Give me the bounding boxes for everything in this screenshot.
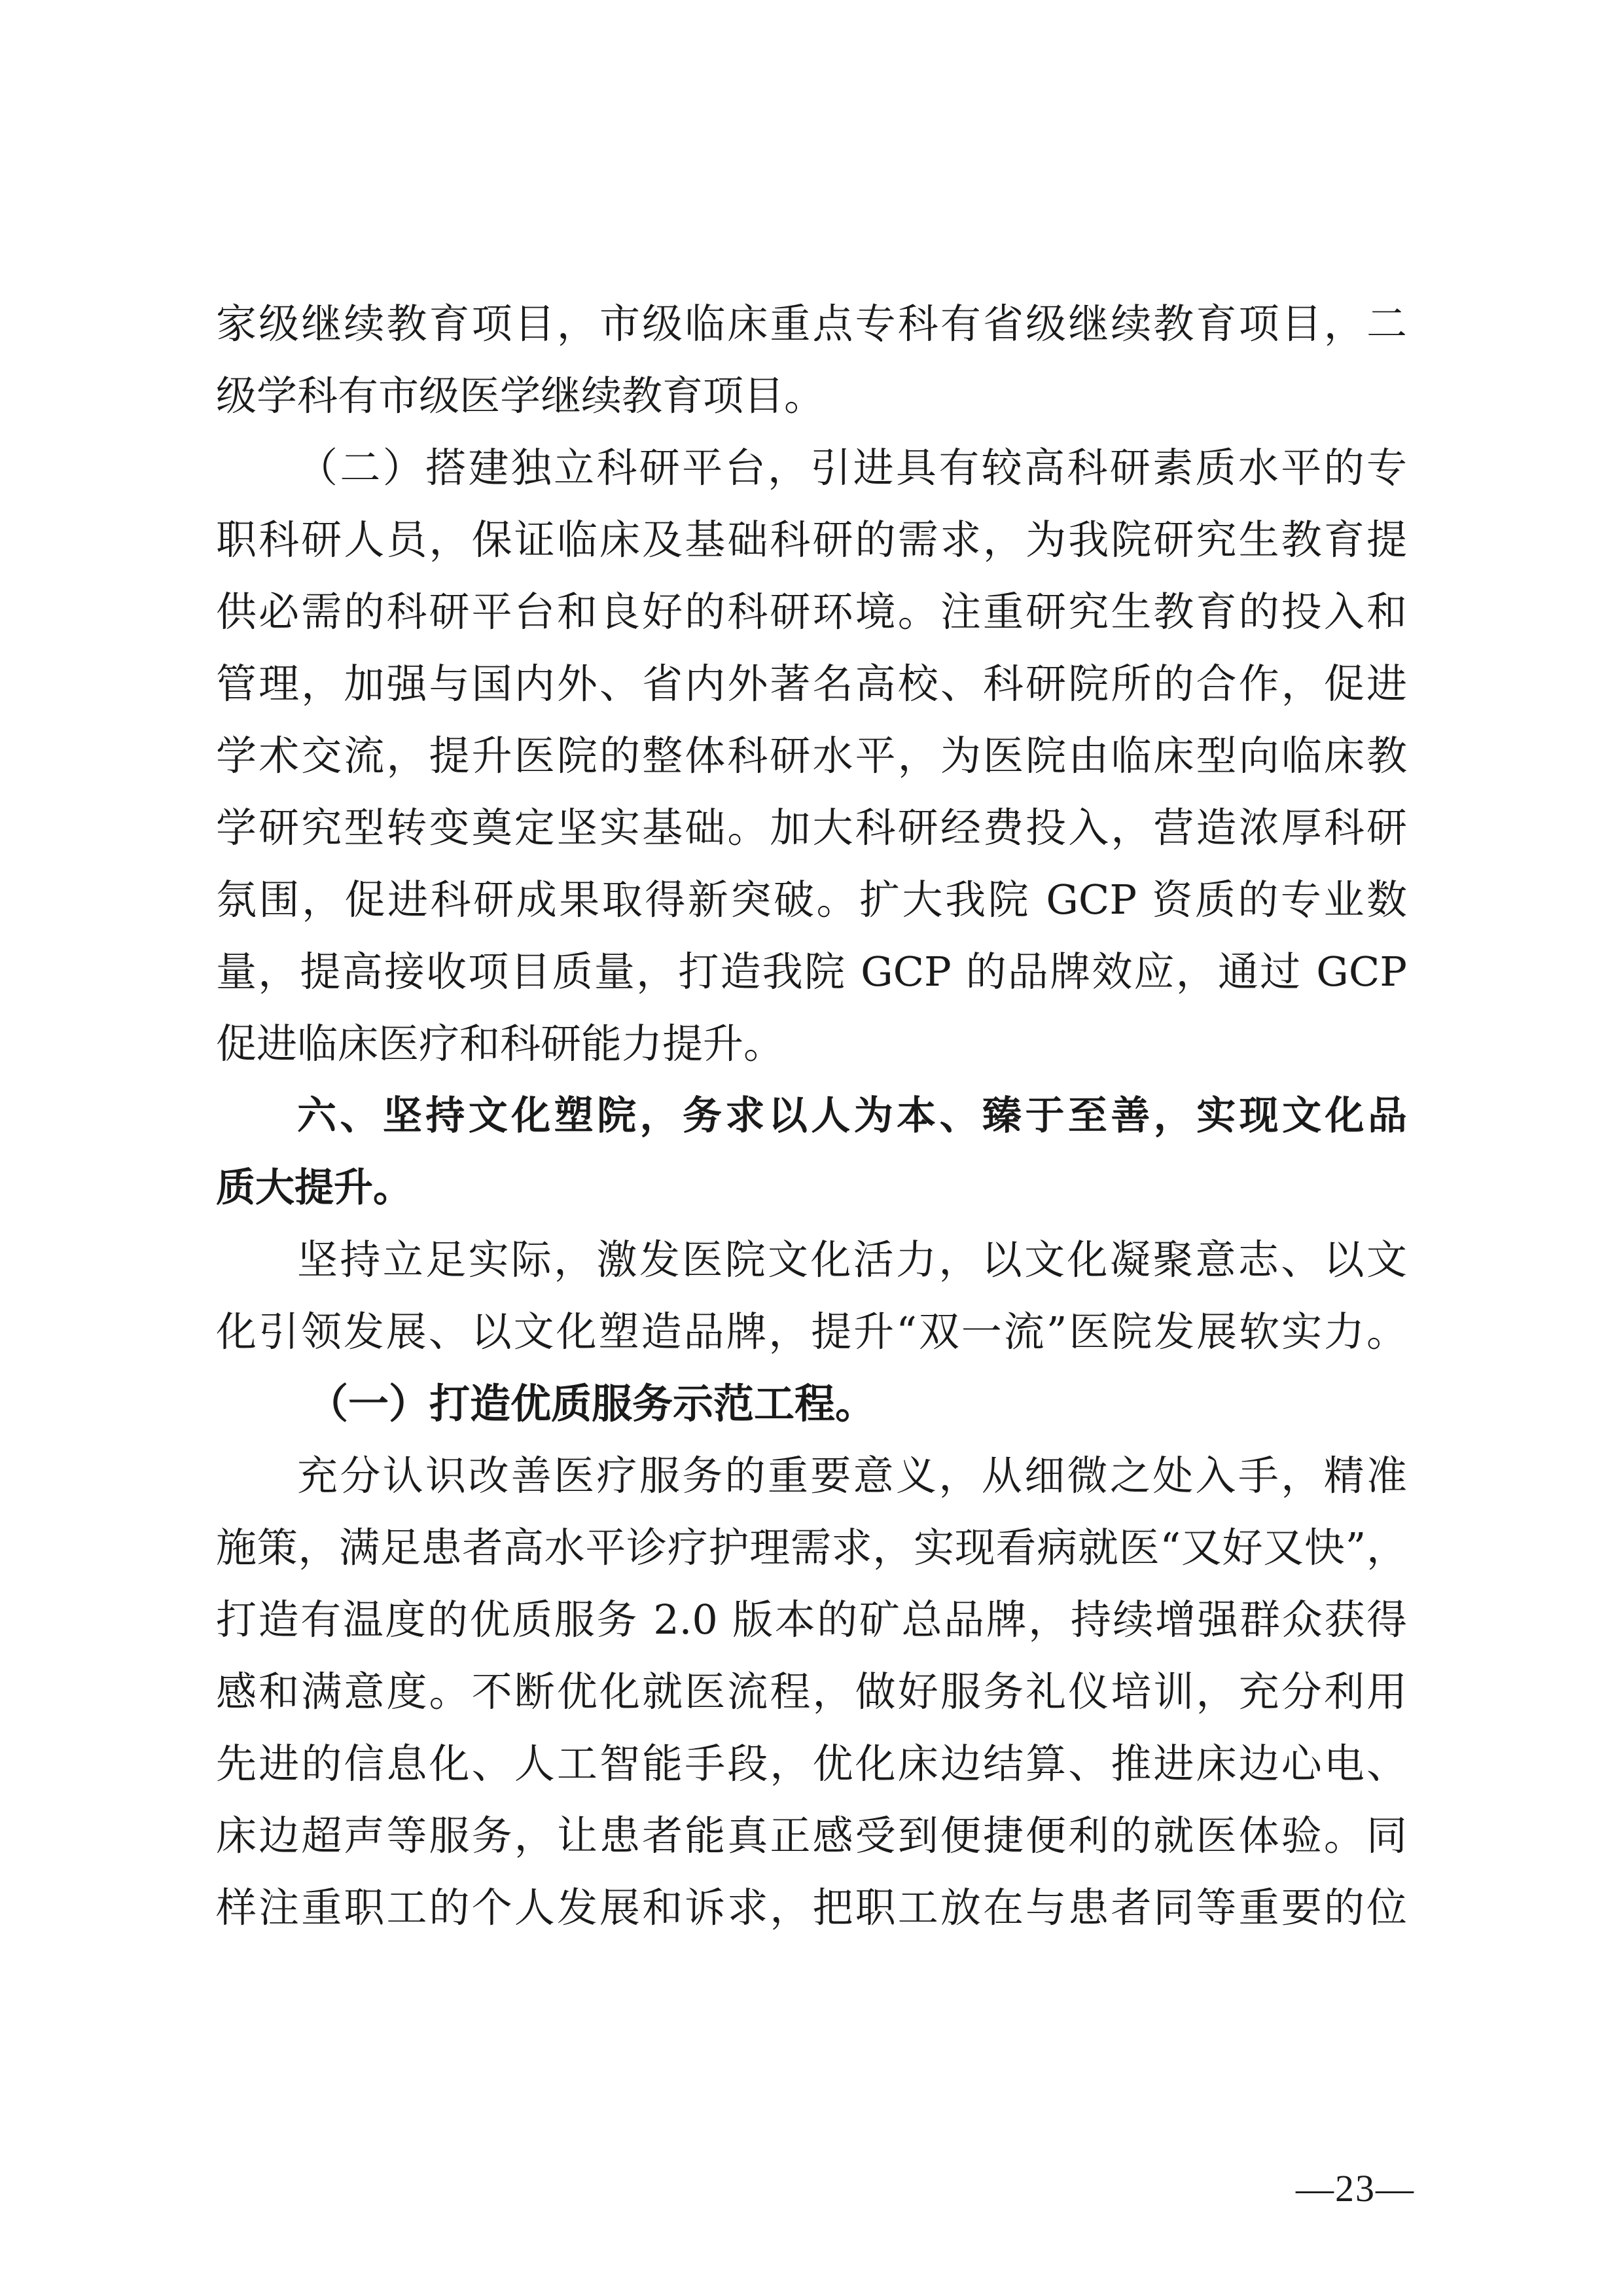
paragraph-line: 感和满意度。不断优化就医流程，做好服务礼仪培训，充分利用 (216, 1668, 1407, 1715)
paragraph-line: 学研究型转变奠定坚实基础。加大科研经费投入，营造浓厚科研 (216, 804, 1407, 852)
paragraph-line: （二）搭建独立科研平台，引进具有较高科研素质水平的专 (297, 444, 1407, 492)
paragraph-line: 充分认识改善医疗服务的重要意义，从细微之处入手，精准 (297, 1452, 1407, 1499)
paragraph-line: 施策，满足患者高水平诊疗护理需求，实现看病就医“又好又快”， (216, 1524, 1407, 1571)
document-body (216, 288, 1407, 1944)
paragraph-line: 供必需的科研平台和良好的科研环境。注重研究生教育的投入和 (216, 588, 1407, 636)
paragraph-line: 先进的信息化、人工智能手段，优化床边结算、推进床边心电、 (216, 1740, 1407, 1787)
paragraph-line: 打造有温度的优质服务 2.0 版本的矿总品牌，持续增强群众获得 (216, 1596, 1407, 1643)
paragraph-line: 量，提高接收项目质量，打造我院 GCP 的品牌效应，通过 GCP (216, 948, 1407, 996)
paragraph-line: 家级继续教育项目，市级临床重点专科有省级继续教育项目，二 (216, 300, 1407, 348)
paragraph-line: 样注重职工的个人发展和诉求，把职工放在与患者同等重要的位 (216, 1884, 1407, 1931)
paragraph-line: 管理，加强与国内外、省内外著名高校、科研院所的合作，促进 (216, 660, 1407, 708)
paragraph-line: 促进临床医疗和科研能力提升。 (216, 1020, 785, 1067)
section-heading-line: 质大提升。 (216, 1165, 412, 1211)
paragraph-line: 学术交流，提升医院的整体科研水平，为医院由临床型向临床教 (216, 732, 1407, 780)
paragraph-line: 职科研人员，保证临床及基础科研的需求，为我院研究生教育提 (216, 516, 1407, 564)
paragraph-line: 级学科有市级医学继续教育项目。 (216, 372, 825, 420)
paragraph-line: 床边超声等服务，让患者能真正感受到便捷便利的就医体验。同 (216, 1812, 1407, 1859)
paragraph-line: 坚持立足实际，激发医院文化活力，以文化凝聚意志、以文 (297, 1236, 1407, 1283)
paragraph-line: 化引领发展、以文化塑造品牌，提升“双一流”医院发展软实力。 (216, 1308, 1407, 1355)
section-heading-line: 六、坚持文化塑院，务求以人为本、臻于至善，实现文化品 (297, 1093, 1407, 1139)
paragraph-line: 氛围，促进科研成果取得新突破。扩大我院 GCP 资质的专业数 (216, 876, 1407, 924)
subsection-heading-line: （一）打造优质服务示范工程。 (308, 1380, 876, 1427)
page-number: —23— (1296, 2167, 1415, 2210)
